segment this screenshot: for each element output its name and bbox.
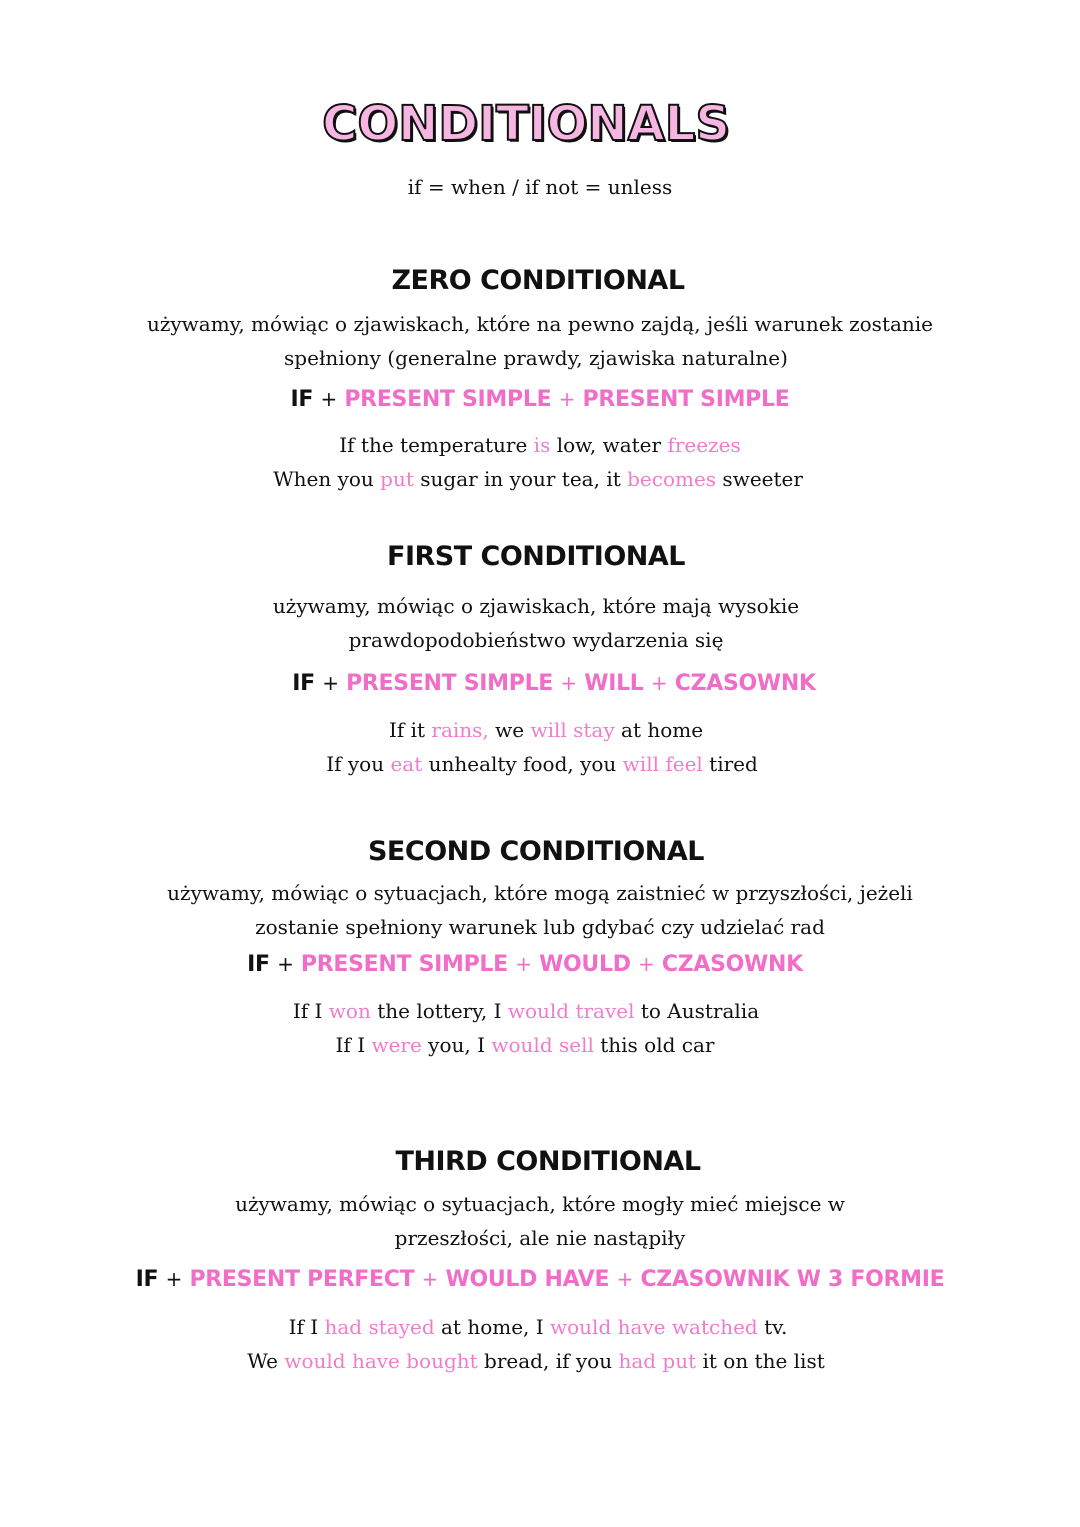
third-conditional-description-line2: przeszłości, ale nie nastąpiły: [394, 1226, 686, 1250]
page-title: CONDITIONALS: [322, 96, 730, 152]
second-conditional-formula: [0, 952, 1065, 977]
formula-part1: PRESENT PERFECT: [189, 1267, 415, 1292]
example-text: unhealty food, you: [422, 752, 623, 776]
example-text: we: [488, 718, 531, 742]
example-text: at home, I: [434, 1315, 551, 1339]
third-conditional-formula: [0, 1267, 1080, 1292]
formula-if: IF: [135, 1267, 159, 1292]
example-highlight: rains,: [431, 718, 489, 742]
example-text: you, I: [421, 1033, 492, 1057]
formula-plus: +: [560, 671, 577, 695]
zero-conditional-description-line2: spełniony (generalne prawdy, zjawiska naturalne): [284, 346, 788, 370]
example-text: this old car: [593, 1033, 715, 1057]
zero-conditional-example1: [0, 428, 1080, 462]
example-highlight: had put: [618, 1349, 697, 1373]
example-text: If I: [288, 1315, 325, 1339]
formula-plus: +: [616, 1267, 634, 1291]
second-conditional-description-line2: zostanie spełniony warunek lub gdybać czy udzielać rad: [255, 915, 825, 939]
formula-part1: PRESENT SIMPLE: [346, 671, 554, 696]
example-text: If I: [292, 999, 329, 1023]
formula-plus: +: [165, 1267, 183, 1291]
formula-part2: WOULD HAVE: [445, 1267, 610, 1292]
formula-if: IF: [292, 671, 315, 696]
first-conditional-example1: [6, 713, 1080, 747]
example-text: sweeter: [716, 467, 803, 491]
second-conditional-heading: SECOND CONDITIONAL: [367, 836, 704, 867]
example-highlight: would travel: [507, 999, 635, 1023]
example-text: tired: [702, 752, 758, 776]
formula-part2: WOULD: [539, 952, 631, 977]
example-highlight: eat: [390, 752, 423, 776]
third-conditional-description-line1: używamy, mówiąc o sytuacjach, które mogły mieć miejsce w: [235, 1192, 845, 1216]
zero-conditional-description-line1: używamy, mówiąc o zjawiskach, które na pewno zajdą, jeśli warunek zostanie: [146, 312, 934, 336]
first-conditional-example2: [2, 747, 1080, 781]
third-conditional-example1: [0, 1310, 1078, 1344]
formula-plus: +: [421, 1267, 439, 1291]
first-conditional-description-line2: prawdopodobieństwo wydarzenia się: [348, 628, 724, 652]
example-highlight: will stay: [530, 718, 615, 742]
example-text: If you: [326, 752, 391, 776]
formula-if: IF: [247, 952, 270, 977]
example-highlight: is: [533, 433, 551, 457]
zero-conditional-formula: [0, 387, 1080, 412]
second-conditional-description-line1: używamy, mówiąc o sytuacjach, które mogą zaistnieć w przyszłości, jeżeli: [167, 881, 913, 905]
first-conditional-formula: [14, 671, 1080, 696]
example-text: low, water: [550, 433, 668, 457]
example-text: tv.: [757, 1315, 788, 1339]
third-conditional-example2: [0, 1344, 1076, 1378]
example-text: the lottery, I: [370, 999, 508, 1023]
example-highlight: would have watched: [550, 1315, 758, 1339]
formula-plus: +: [320, 387, 337, 411]
formula-plus: +: [515, 952, 532, 976]
third-conditional-heading: THIRD CONDITIONAL: [395, 1146, 701, 1177]
example-text: it on the list: [696, 1349, 825, 1373]
formula-if: IF: [290, 387, 314, 412]
formula-part1: PRESENT SIMPLE: [344, 387, 552, 412]
second-conditional-example2: [0, 1028, 1065, 1062]
example-highlight: won: [328, 999, 371, 1023]
first-conditional-description-line1: używamy, mówiąc o zjawiskach, które mają wysokie: [272, 594, 800, 618]
example-highlight: would sell: [491, 1033, 594, 1057]
formula-part3: CZASOWNK: [661, 952, 803, 977]
zero-conditional-example2: [0, 462, 1078, 496]
example-text: If the temperature: [339, 433, 534, 457]
example-text: to Australia: [634, 999, 760, 1023]
formula-part3: CZASOWNIK W 3 FORMIE: [640, 1267, 945, 1292]
example-highlight: will feel: [622, 752, 703, 776]
formula-part1: PRESENT SIMPLE: [300, 952, 508, 977]
formula-part3: CZASOWNK: [674, 671, 816, 696]
example-text: If it: [388, 718, 432, 742]
example-text: sugar in your tea, it: [413, 467, 628, 491]
second-conditional-example1: [0, 994, 1066, 1028]
example-highlight: would have bought: [284, 1349, 478, 1373]
example-text: We: [247, 1349, 285, 1373]
formula-part2: WILL: [584, 671, 644, 696]
formula-plus: +: [558, 387, 576, 411]
example-highlight: were: [371, 1033, 422, 1057]
formula-plus: +: [650, 671, 668, 695]
example-highlight: freezes: [667, 433, 741, 457]
first-conditional-heading: FIRST CONDITIONAL: [387, 541, 685, 572]
example-highlight: becomes: [627, 467, 717, 491]
formula-plus: +: [638, 952, 655, 976]
subtitle: if = when / if not = unless: [407, 175, 673, 199]
zero-conditional-heading: ZERO CONDITIONAL: [391, 265, 685, 296]
example-highlight: had stayed: [324, 1315, 435, 1339]
formula-plus: +: [322, 671, 339, 695]
example-text: When you: [273, 467, 381, 491]
formula-part2: PRESENT SIMPLE: [582, 387, 790, 412]
example-text: bread, if you: [477, 1349, 619, 1373]
example-text: at home: [614, 718, 704, 742]
example-highlight: put: [380, 467, 414, 491]
example-text: If I: [335, 1033, 372, 1057]
formula-plus: +: [277, 952, 294, 976]
